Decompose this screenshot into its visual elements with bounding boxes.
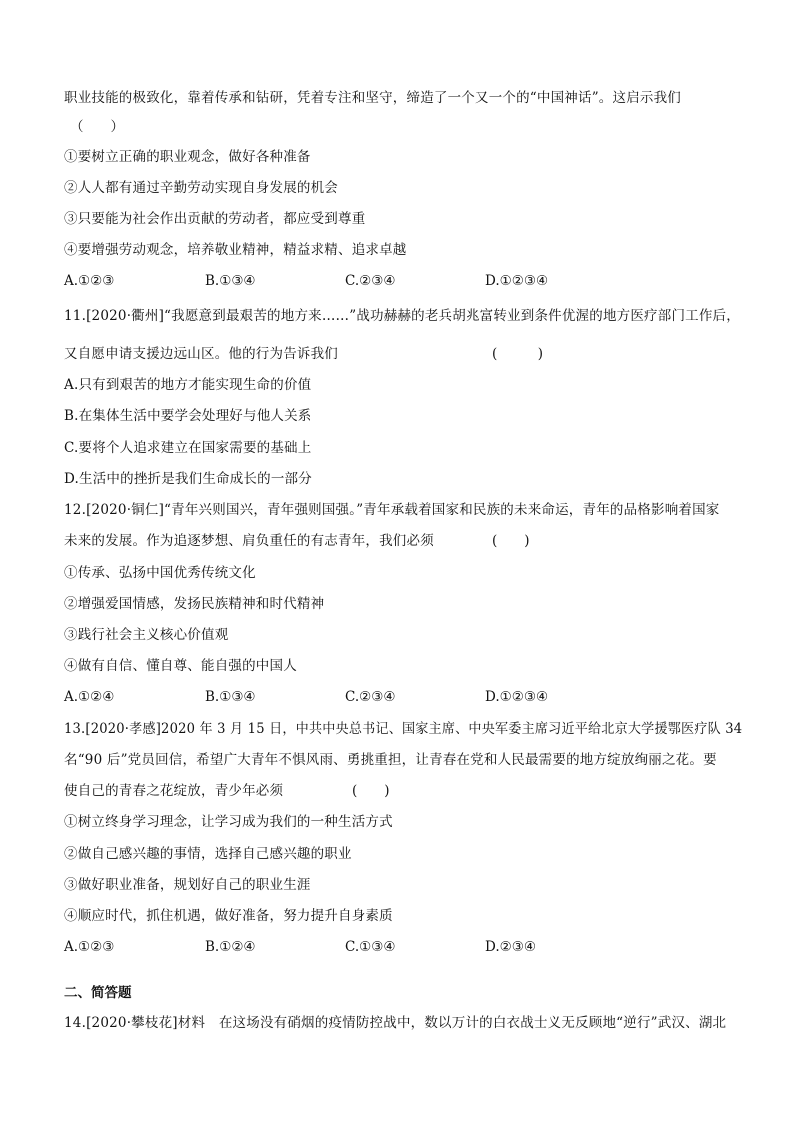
q10-answer-paren: （ ） xyxy=(70,119,124,135)
q11-option-b: B.在集体生活中要学会处理好与他人关系 xyxy=(64,408,312,424)
section-title-short-answer: 二、简答题 xyxy=(64,985,132,1001)
q13-stem-line3: 使自己的青春之花绽放，青少年必须 xyxy=(64,783,284,799)
q12-item-4: ④做有自信、懂自尊、能自强的中国人 xyxy=(64,658,297,674)
q13-options xyxy=(64,937,744,957)
q12-item-1: ①传承、弘扬中国优秀传统文化 xyxy=(64,565,256,581)
q11-stem-line2: 又自愿申请支援边远山区。他的行为告诉我们 xyxy=(64,346,338,362)
q11-answer-paren: ( ) xyxy=(492,346,544,362)
q13-stem-line1: 13.[2020·孝感]2020 年 3 月 15 日，中共中央总书记、国家主席、中央军委主席习近平给北京大学援鄂医疗队 34 xyxy=(64,721,743,737)
q11-option-a: A.只有到艰苦的地方才能实现生命的价值 xyxy=(64,377,312,393)
q10-option-d: D.①②③④ xyxy=(485,273,549,289)
q13-option-a: A.①②③ xyxy=(64,939,115,955)
q12-stem-line1: 12.[2020·铜仁]“青年兴则国兴，青年强则国强。”青年承载着国家和民族的未来命运，青年的品格影响着国家 xyxy=(64,502,720,518)
q13-item-4: ④顺应时代，抓住机遇，做好准备，努力提升自身素质 xyxy=(64,908,393,924)
q12-option-d: D.①②③④ xyxy=(485,689,549,705)
q10-option-c: C.②③④ xyxy=(345,273,396,289)
q10-item-3: ③只要能为社会作出贡献的劳动者，都应受到尊重 xyxy=(64,211,366,227)
q12-option-b: B.①③④ xyxy=(205,689,256,705)
q11-option-d: D.生活中的挫折是我们生命成长的一部分 xyxy=(64,471,312,487)
q13-item-2: ②做自己感兴趣的事情，选择自己感兴趣的职业 xyxy=(64,846,352,862)
q12-stem-line2: 未来的发展。作为追逐梦想、肩负重任的有志青年，我们必须 xyxy=(64,533,434,549)
q13-option-d: D.②③④ xyxy=(485,939,536,955)
q13-item-3: ③做好职业准备，规划好自己的职业生涯 xyxy=(64,877,311,893)
q13-stem-line2: 名“90 后”党员回信，希望广大青年不惧风雨、勇挑重担，让青春在党和人民最需要的地方绽放绚丽之花。要 xyxy=(64,752,717,768)
q10-options xyxy=(64,271,744,291)
q10-option-b: B.①③④ xyxy=(205,273,256,289)
q11-stem-line1: 11.[2020·衢州]“我愿意到最艰苦的地方来……”战功赫赫的老兵胡兆富转业到条件优渥的地方医疗部门工作后， xyxy=(64,308,740,324)
q10-item-4: ④要增强劳动观念，培养敬业精神，精益求精、追求卓越 xyxy=(64,242,407,258)
q13-option-c: C.①③④ xyxy=(345,939,396,955)
q12-option-c: C.②③④ xyxy=(345,689,396,705)
q13-answer-paren: ( ) xyxy=(352,783,390,799)
q12-item-2: ②增强爱国情感，发扬民族精神和时代精神 xyxy=(64,596,325,612)
q12-answer-paren: ( ) xyxy=(492,533,530,549)
q11-option-c: C.要将个人追求建立在国家需要的基础上 xyxy=(64,440,312,456)
q12-item-3: ③践行社会主义核心价值观 xyxy=(64,627,229,643)
q10-item-1: ①要树立正确的职业观念，做好各种准备 xyxy=(64,149,311,165)
q14-stem-line1: 14.[2020·攀枝花]材料 在这场没有硝烟的疫情防控战中，数以万计的白衣战士义无反顾地“逆行”武汉、湖北 xyxy=(64,1015,727,1031)
q12-option-a: A.①②④ xyxy=(64,689,115,705)
q10-stem-line1: 职业技能的极致化，靠着传承和钻研，凭着专注和坚守，缔造了一个又一个的“中国神话”。这启示我们 xyxy=(64,90,682,106)
q12-options xyxy=(64,687,744,707)
q13-option-b: B.①②④ xyxy=(205,939,256,955)
q10-option-a: A.①②③ xyxy=(64,273,115,289)
q13-item-1: ①树立终身学习理念，让学习成为我们的一种生活方式 xyxy=(64,814,393,830)
q10-item-2: ②人人都有通过辛勤劳动实现自身发展的机会 xyxy=(64,180,338,196)
